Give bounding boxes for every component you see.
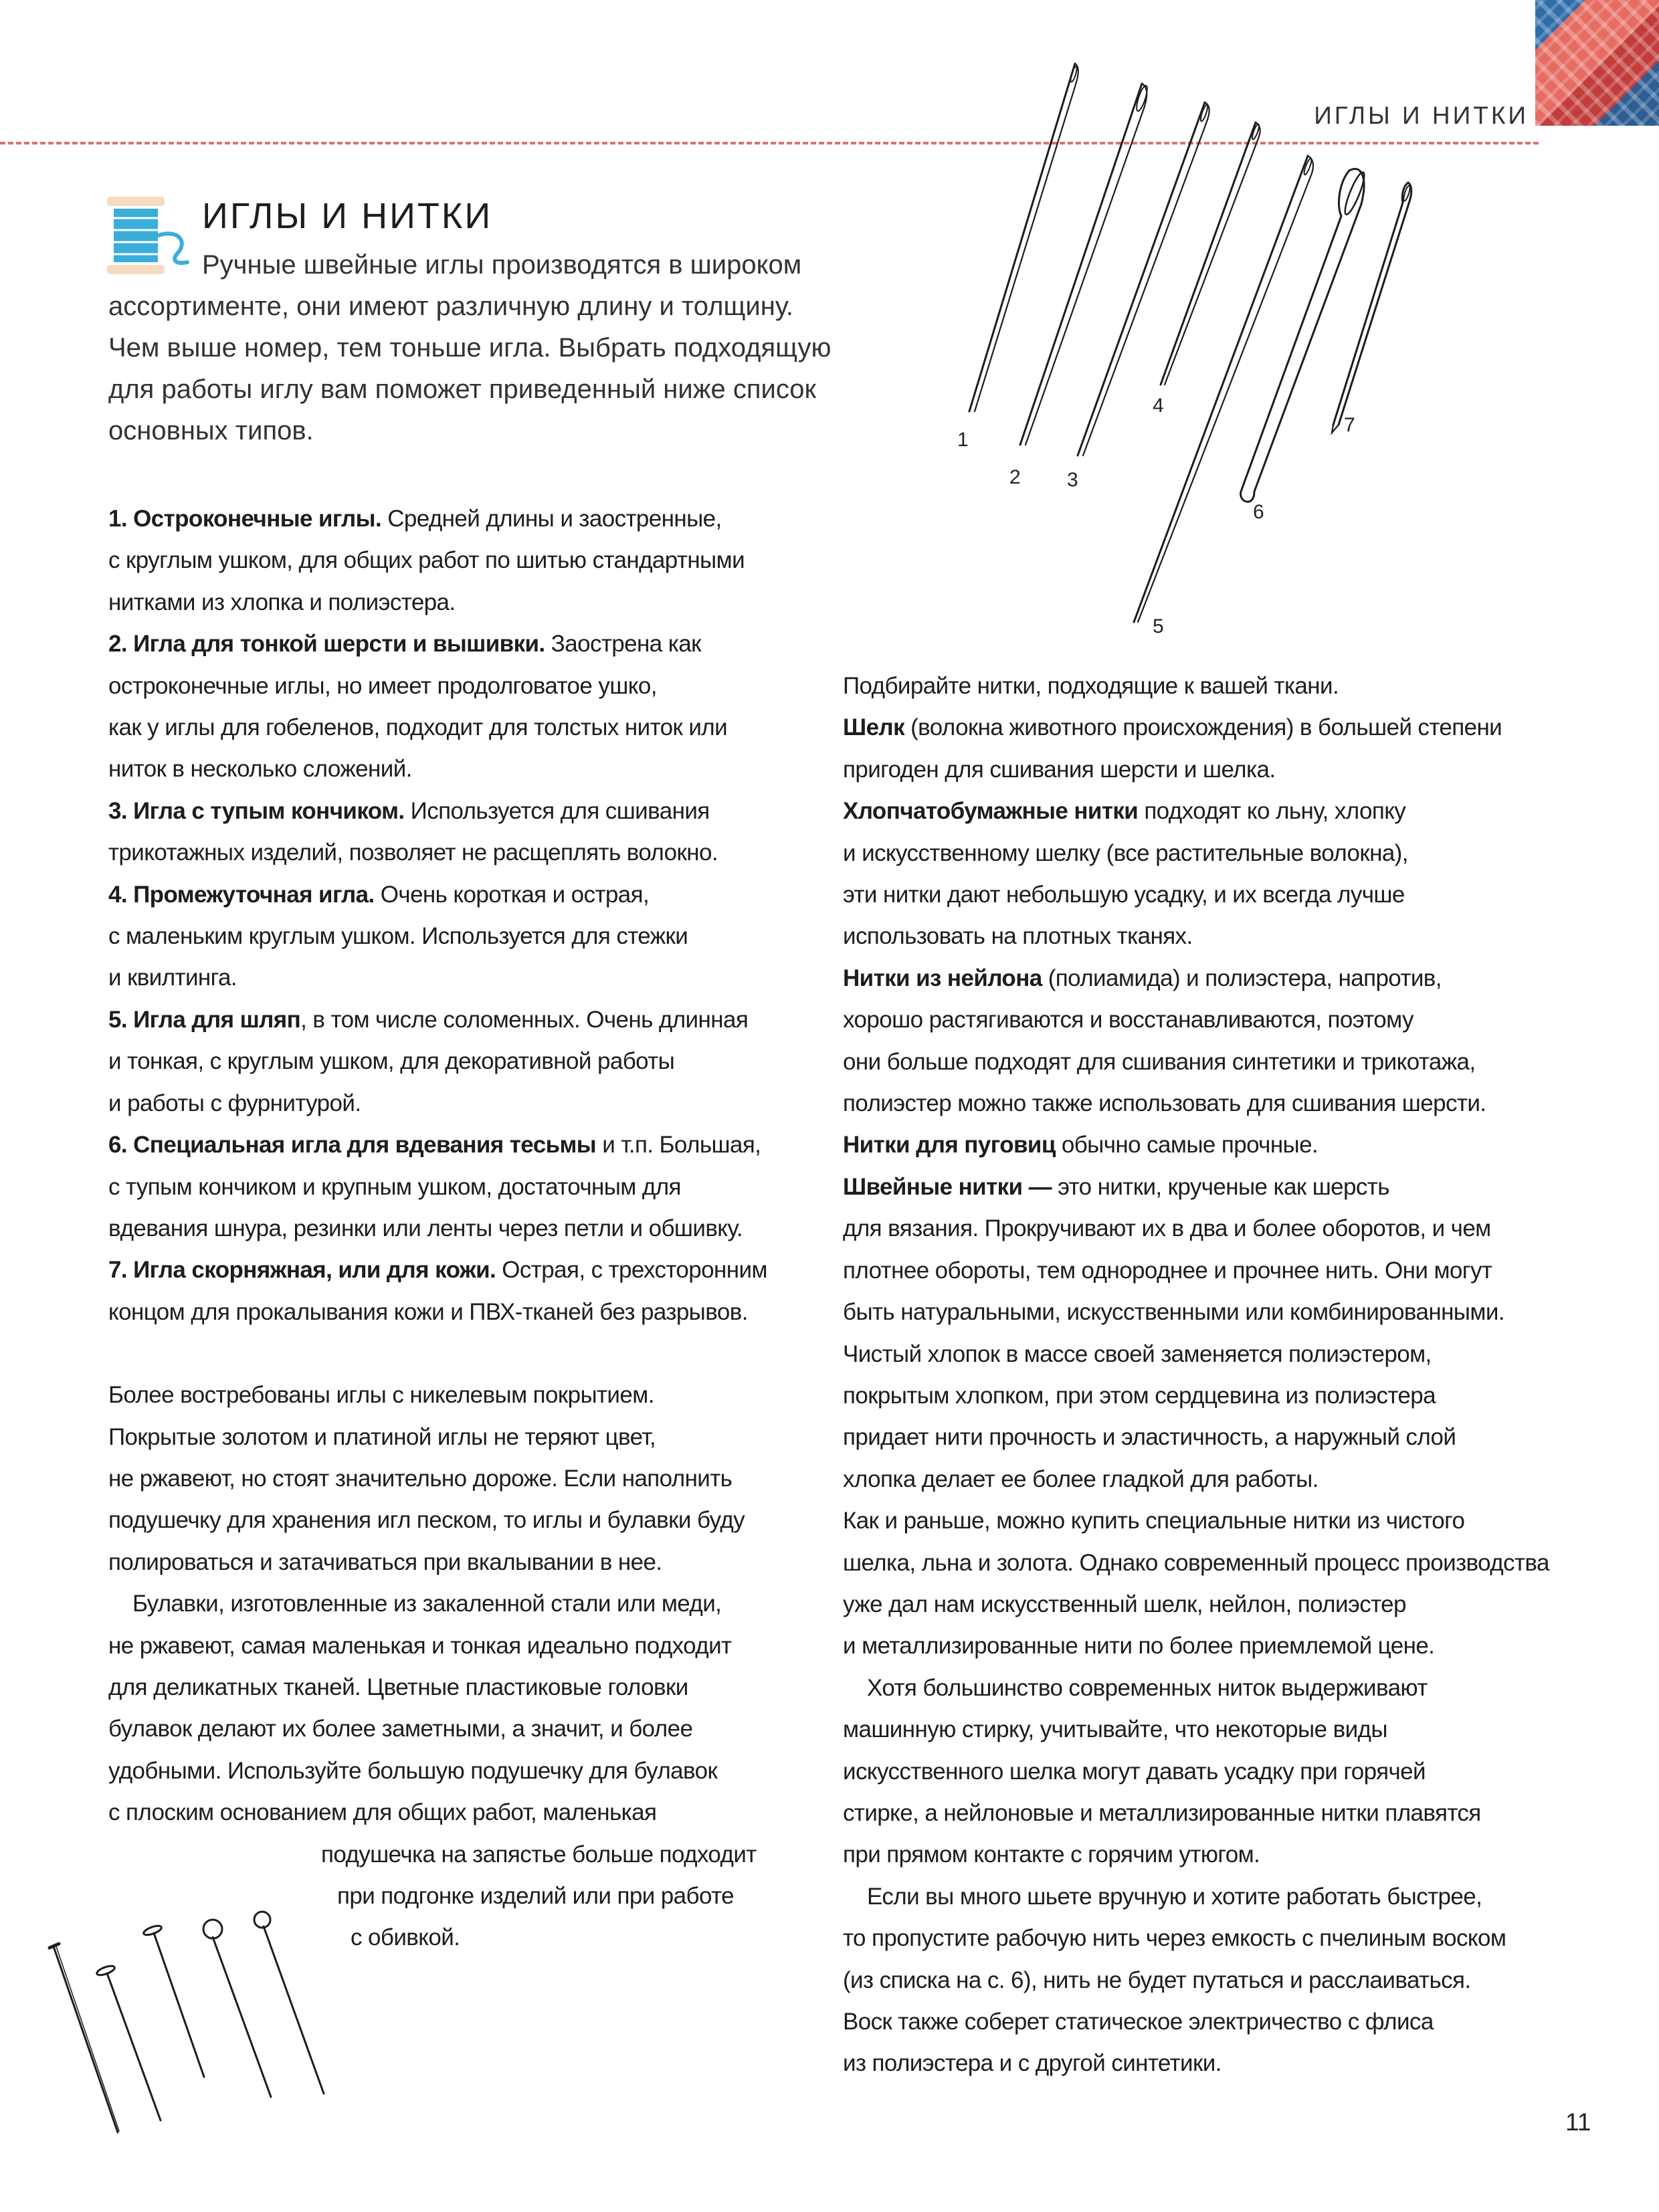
needle-type-item: 1. Остроконечные иглы. Средней длины и заостренные, xyxy=(108,506,722,532)
intro-line: основных типов. xyxy=(108,416,314,445)
washing-line: при прямом контакте с горячим утюгом. xyxy=(843,1841,1260,1868)
needle-label-7: 7 xyxy=(1344,414,1355,436)
wax-line: (из списка на с. 6), нить не будет путаться и расслаиваться. xyxy=(843,1967,1471,1993)
pins-line: с плоским основанием для общих работ, маленькая xyxy=(108,1799,657,1826)
needle-type-name: 6. Специальная игла для вдевания тесьмы xyxy=(108,1132,597,1159)
pins-line: Булавки, изготовленные из закаленной стали или меди, xyxy=(132,1591,722,1617)
needle-label-5: 5 xyxy=(1153,615,1164,637)
needle-label-4: 4 xyxy=(1153,395,1164,417)
needle-types-illustration xyxy=(940,50,1448,652)
wax-line: Если вы много шьете вручную и хотите работать быстрее, xyxy=(867,1883,1482,1910)
needle-label-2: 2 xyxy=(1009,466,1021,488)
needle-type-item: 2. Игла для тонкой шерсти и вышивки. Заострена как xyxy=(108,631,701,658)
pins-tail-line: подушечка на запястье больше подходит xyxy=(321,1841,757,1868)
pins-line: булавок делают их более заметными, а значит, и более xyxy=(108,1716,693,1742)
thread-item: Шелк (волокна животного происхождения) в большей степени xyxy=(843,714,1502,741)
threads-intro: Подбирайте нитки, подходящие к вашей ткани. xyxy=(843,673,1339,699)
thread-item: Нитки из нейлона (полиамида) и полиэстера, напротив, xyxy=(843,965,1442,991)
pins-tail-line: при подгонке изделий или при работе xyxy=(337,1883,734,1909)
needle-type-name: 5. Игла для шляп xyxy=(108,1006,301,1033)
pins-tail-line: с обивкой. xyxy=(351,1924,460,1951)
thread-name: Нитки для пуговиц xyxy=(843,1132,1056,1159)
needle-type-item: 5. Игла для шляп, в том числе соломенных. Очень длинная xyxy=(108,1006,749,1033)
wax-line: из полиэстера и с другой синтетики. xyxy=(843,2050,1222,2077)
page-number: 11 xyxy=(1565,2108,1591,2136)
wax-line: то пропустите рабочую нить через емкость с пчелиным воском xyxy=(843,1925,1506,1952)
coating-line: Покрытые золотом и платиной иглы не теряют цвет, xyxy=(108,1423,656,1450)
section-title: ИГЛЫ И НИТКИ xyxy=(202,196,493,236)
needle-type-item: 6. Специальная игла для вдевания тесьмы и т.п. Большая, xyxy=(108,1132,761,1159)
coating-line: Более востребованы иглы с никелевым покрытием. xyxy=(108,1382,654,1409)
thread-item: Швейные нитки — это нитки, крученые как шерсть xyxy=(843,1173,1389,1200)
coating-line: не ржавеют, но стоят значительно дороже. Если наполнить xyxy=(108,1465,733,1492)
needle-type-name: 2. Игла для тонкой шерсти и вышивки. xyxy=(108,631,545,658)
history-line: Как и раньше, можно купить специальные нитки из чистого xyxy=(843,1508,1465,1534)
washing-line: Хотя большинство современных ниток выдерживают xyxy=(867,1674,1428,1701)
thread-name: Нитки из нейлона xyxy=(843,965,1042,991)
threads-column: Подбирайте нитки, подходящие к вашей ткани. Шелк (волокна животного происхождения) в большей степени пригоден для сшивания шерсти и шелка. Хлопчатобумажные нитки подходят ко льну, хлопку и искусственному шелку (все растительные волокна), эти нитки дают небольшую усадку, и их всегда лучше использовать на плотных тканях. Нитки из нейлона (полиамида) и полиэстера, напротив, хорошо растягиваются и восстанавливаются, поэтому они больше подходят для сшивания синтетики и трикотажа, полиэстер можно также использовать для сшивания шерсти. Нитки для пуговиц обычно самые прочные. Швейные нитки — это нитки, крученые как шерсть для вязания. Прокручивают их в два и более оборотов, и чем плотнее обороты, тем однороднее и прочнее нить. Они могут быть натуральными, искусственными или комбинированными. Чистый хлопок в массе своей заменяется полиэстером, покрытым хлопком, при этом сердцевина из полиэстера придает нити прочность и эластичность, а наружный слой хлопка делает ее более гладкой для работы. Как и раньше, можно купить специальные нитки из чистого шелка, льна и золота. Однако современный процесс производства уже дал нам искусственный шелк, нейлон, полиэстер и металлизированные нити по более приемлемой цене. Хотя большинство современных ниток выдерживают машинную стирку, учитывайте, что некоторые виды искусственного шелка могут давать усадку при горячей стирке, а нейлоновые и металлизированные нитки плавятся при прямом контакте с горячим утюгом. Если вы много шьете вручную и хотите работать быстрее, то пропустите рабочую нить через емкость с пчелиным воском (из списка на с. 6), нить не будет путаться и расслаиваться. Воск также соберет статическое электричество с флиса из полиэстера и с другой синтетики. xyxy=(843,666,1565,2085)
pins-illustration xyxy=(27,1846,348,2134)
needle-label-1: 1 xyxy=(957,429,969,451)
history-line: уже дал нам искусственный шелк, нейлон, полиэстер xyxy=(843,1591,1406,1617)
pins-line: удобными. Используйте большую подушечку для булавок xyxy=(108,1757,718,1784)
intro-line: Ручные швейные иглы производятся в широком xyxy=(202,250,802,280)
pins-line: не ржавеют, самая маленькая и тонкая идеально подходит xyxy=(108,1632,732,1659)
washing-line: машинную стирку, учитывайте, что некоторые виды xyxy=(843,1716,1387,1743)
thread-item: Нитки для пуговиц обычно самые прочные. xyxy=(843,1132,1319,1159)
needle-type-item: 7. Игла скорняжная, или для кожи. Острая, с трехсторонним xyxy=(108,1257,767,1284)
needle-type-name: 4. Промежуточная игла. xyxy=(108,881,375,908)
needle-type-name: 3. Игла с тупым кончиком. xyxy=(108,797,405,824)
thread-item: Хлопчатобумажные нитки подходят ко льну, хлопку xyxy=(843,798,1406,825)
washing-line: стирке, а нейлоновые и металлизированные нитки плавятся xyxy=(843,1799,1481,1826)
needle-label-3: 3 xyxy=(1067,469,1078,491)
pins-line: для деликатных тканей. Цветные пластиковые головки xyxy=(108,1674,688,1700)
needle-type-item: 4. Промежуточная игла. Очень короткая и острая, xyxy=(108,881,650,908)
intro-line: ассортименте, они имеют различную длину и толщину. xyxy=(108,292,793,321)
thread-name: Хлопчатобумажные нитки xyxy=(843,798,1139,825)
intro-line: Чем выше номер, тем тоньше игла. Выбрать подходящую xyxy=(108,333,832,363)
washing-line: искусственного шелка могут давать усадку при горячей xyxy=(843,1758,1426,1785)
history-line: шелка, льна и золота. Однако современный процесс производства xyxy=(843,1549,1549,1576)
wax-line: Воск также соберет статическое электричество с флиса xyxy=(843,2009,1434,2035)
needle-types-column: 1. Остроконечные иглы. Средней длины и заостренные, с круглым ушком, для общих работ по шитью стандартными нитками из хлопка и полиэстера. 2. Игла для тонкой шерсти и вышивки. Заострена как остроконечные иглы, но имеет продолговатое ушко, как у иглы для гобеленов, подходит для толстых ниток или ниток в несколько сложений. 3. Игла с тупым кончиком. Используется для сшивания трикотажных изделий, позволяет не расщеплять волокно. 4. Промежуточная игла. Очень короткая и острая, с маленьким круглым ушком. Используется для стежки и квилтинга. 5. Игла для шляп, в том числе соломенных. Очень длинная и тонкая, с круглым ушком, для декоративной работы и работы с фурнитурой. 6. Специальная игла для вдевания тесьмы и т.п. Большая, с тупым кончиком и крупным ушком, достаточным для вдевания шнура, резинки или ленты через петли и обшивку. 7. Игла скорняжная, или для кожи. Острая, с трехсторонним концом для прокалывания кожи и ПВХ-тканей без разрывов. Более востребованы иглы с никелевым покрытием. Покрытые золотом и платиной иглы не теряют цвет, не ржавеют, но стоят значительно дороже. Если наполнить подушечку для хранения игл песком, то иглы и булавки буду полироваться и затачиваться при вкалывании в нее. Булавки, изготовленные из закаленной стали или меди, не ржавеют, самая маленькая и тонкая идеально подходит для деликатных тканей. Цветные пластиковые головки булавок делают их более заметными, а значит, и более удобными. Используйте большую подушечку для булавок с плоским основанием для общих работ, маленькая подушечка на запястье больше подходит при подгонке изделий или при работе с обивкой. xyxy=(108,498,777,1959)
history-line: и металлизированные нити по более приемлемой цене. xyxy=(843,1633,1435,1660)
thread-name: Швейные нитки — xyxy=(843,1173,1052,1200)
coating-line: подушечку для хранения игл песком, то иглы и булавки буду xyxy=(108,1507,745,1534)
needle-type-name: 1. Остроконечные иглы. xyxy=(108,506,382,532)
intro-paragraph xyxy=(108,244,931,451)
coating-line: полироваться и затачиваться при вкалывании в нее. xyxy=(108,1548,662,1575)
thread-name: Шелк xyxy=(843,714,904,741)
intro-line: для работы иглу вам поможет приведенный ниже список xyxy=(108,375,817,404)
plaid-fabric-corner xyxy=(1535,0,1659,126)
running-header: ИГЛЫ И НИТКИ xyxy=(1314,102,1529,129)
needle-label-6: 6 xyxy=(1253,501,1264,523)
needle-type-name: 7. Игла скорняжная, или для кожи. xyxy=(108,1257,496,1284)
needle-type-item: 3. Игла с тупым кончиком. Используется для сшивания xyxy=(108,797,710,824)
